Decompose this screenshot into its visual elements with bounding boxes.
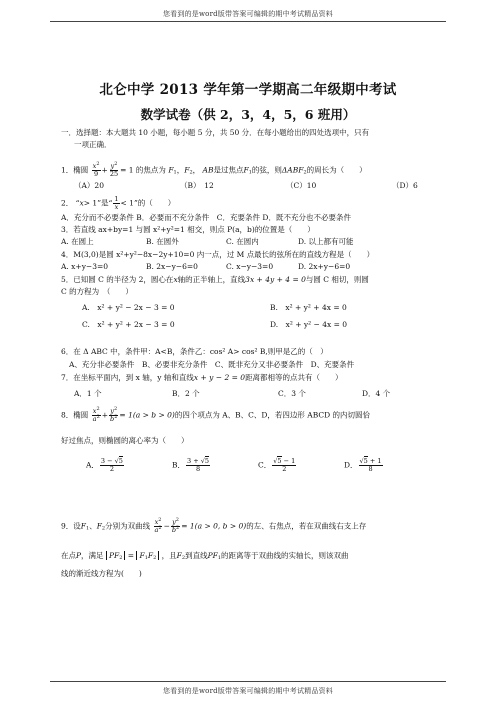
- q9-frac-x: $\frac{x^2}{a^2}$: [154, 517, 162, 534]
- q7-equation: x + y − 2 = 0: [193, 373, 246, 382]
- q1-frac-x: $\frac{x^2}{9}$: [92, 161, 100, 178]
- question-6: 6．在 Δ ABC 中，条件甲：A<B，条件乙：cos² A> cos² B,则甲是乙的（ ）: [61, 347, 328, 356]
- q7-option-a: A．1 个: [74, 389, 102, 398]
- exam-subtitle: 数学试卷（供 2，3，4，5，6 班用）: [140, 107, 356, 122]
- q3-option-d: D. 以上都有可能: [298, 237, 354, 246]
- q1-option-a: （A）20: [74, 181, 104, 190]
- q7-option-b: B．2 个: [172, 389, 200, 398]
- q1-frac-y: $\frac{y^2}{25}$: [109, 161, 119, 178]
- q8-frac-x: $\frac{x^2}{a^2}$: [92, 406, 100, 423]
- q8-option-b: B． $\frac{3 + √5}{8}$: [172, 457, 210, 473]
- q7-option-d: D．4 个: [362, 389, 391, 398]
- question-8: 8．椭圆 $\frac{x^2}{a^2}$ + $\frac{y^2}{b^2}$ = 1(a > b > 0)的四个项点为 A、B、C、D，若四边形 ABCD 的内切圆恰: [61, 406, 371, 423]
- question-7: 7．在坐标平面内，到 x 轴，y 轴和直线x + y − 2 = 0距离都相等的点共有（ ）: [61, 373, 343, 382]
- q1-f2: F: [184, 165, 190, 175]
- question-1: 1．椭圆 $\frac{x^2}{9}$ + $\frac{y^2}{25}$ = 1 的焦点为 $F_1$，$F_2$， AB是过焦点$F_1$的弦，则$\Delta ABF_2$的周长为（ ）: [61, 161, 367, 178]
- question-9: 9．设$F_1$、$F_2$分别为双曲线 $\frac{x^2}{a^2}$ − $\frac{y^2}{b^2}$ = 1(a > 0, b > 0)的左、右焦点，若在双曲线右支上存: [61, 517, 367, 534]
- q9-frac-y: $\frac{y^2}{b^2}$: [171, 517, 180, 534]
- q2-number: 2．: [61, 198, 74, 208]
- q9-abs-f1f2: $F_1F_2$: [136, 551, 159, 560]
- q5-line-equation: 3x + 4y + 4 = 0: [245, 275, 306, 284]
- question-3: 3．若直线 ax+by=1 与圆 x²+y²=1 相交，则点 P(a，b)的位置是（ ）: [61, 225, 315, 234]
- q2-options: A．充分而不必要条件 B．必要而不充分条件 C．充要条件 D．既不充分也不必要条件: [61, 213, 351, 222]
- q9-abs-pf2: $PF_2$: [106, 551, 125, 560]
- question-5-line1: 5．已知圆 C 的半径为 2，圆心在x轴的正半轴上，直线3x + 4y + 4 = 0与圆 C 相切，则圆: [61, 275, 369, 284]
- q1-eq-tail: = 1 的焦点为: [120, 165, 166, 175]
- q7-option-c: C．3 个: [278, 389, 306, 398]
- section-intro-line2: 一项正确．: [74, 140, 112, 149]
- header-rule: [50, 21, 446, 22]
- q3-option-c: C. 在圆内: [226, 237, 259, 246]
- section-intro-line1: 一．选择题：本大题共 10 小题，每小题 5 分，共 50 分．在每小题给出的四处选项中，只有: [61, 128, 370, 137]
- question-5-line2: C 的方程为 （ ）: [61, 287, 133, 296]
- question-2: 2． “x> 1”是“ $\frac{1}{x}$ < 1”的（ ）: [61, 195, 176, 211]
- q4-option-b: B. 2x−y−6=0: [146, 262, 198, 271]
- q1-option-c: （C）10: [286, 181, 317, 190]
- q5-option-d: D. x² + y² − 4x = 0: [270, 320, 348, 329]
- q5-option-c: C. x² + y² + 2x − 3 = 0: [82, 320, 175, 329]
- q1-ab: AB: [202, 165, 214, 175]
- q8-option-c: C． $\frac{√5 - 1}{2}$: [258, 457, 296, 473]
- q3-option-a: A. 在圆上: [61, 237, 94, 246]
- question-8-line2: 好过焦点，则椭圆的离心率为（ ）: [61, 436, 189, 445]
- q4-option-a: A. x+y−3=0: [61, 262, 109, 271]
- q4-option-d: D. 2x+y−6=0: [298, 262, 351, 271]
- exam-title: 北仑中学 2013 学年第一学期高二年级期中考试: [99, 82, 397, 98]
- q1-triangle: ΔABF: [281, 165, 304, 175]
- q3-option-b: B. 在圆外: [146, 237, 179, 246]
- q8-option-a: A． $\frac{3 - √5}{2}$: [86, 457, 123, 473]
- q1-f1: F: [168, 165, 174, 175]
- q5-option-a: A. x² + y² − 2x − 3 = 0: [82, 303, 175, 312]
- q1-number: 1．: [61, 165, 74, 175]
- question-4: 4．M(3,0)是圆 x²+y²−8x−2y+10=0 内一点，过 M 点最长的弦所在的直线方程是（ ）: [61, 250, 375, 259]
- question-9-line2: 在点P，满足 $PF_2 = F_1F_2$ ，且$F_2$到直线$PF_1$的距离等于双曲线的实轴长，则该双曲: [61, 551, 349, 561]
- q1-plus: +: [101, 165, 108, 175]
- question-9-line3: 线的渐近线方程为( ): [61, 569, 142, 578]
- q2-frac: $\frac{1}{x}$: [114, 195, 119, 211]
- q8-option-d: D． $\frac{√5 + 1}{8}$: [344, 457, 382, 473]
- q1-option-d: （D）6: [392, 181, 418, 190]
- page-header: 您看到的是word版带答案可编辑的期中考试精品资料: [162, 10, 334, 18]
- q4-option-c: C. x−y−3=0: [226, 262, 274, 271]
- q8-frac-y: $\frac{y^2}{b^2}$: [110, 406, 118, 423]
- q5-option-b: B. x² + y² + 4x = 0: [270, 303, 347, 312]
- page-footer: 您看到的是word版带答案可编辑的期中考试精品资料: [162, 687, 334, 695]
- q6-options: A、充分非必要条件 B、必要非充分条件 C、既非充分又非必要条件 D、充要条件: [69, 360, 355, 369]
- q1-pre: 椭圆: [73, 165, 89, 175]
- q1-option-b: （B） 12: [180, 181, 214, 190]
- footer-rule: [50, 681, 446, 682]
